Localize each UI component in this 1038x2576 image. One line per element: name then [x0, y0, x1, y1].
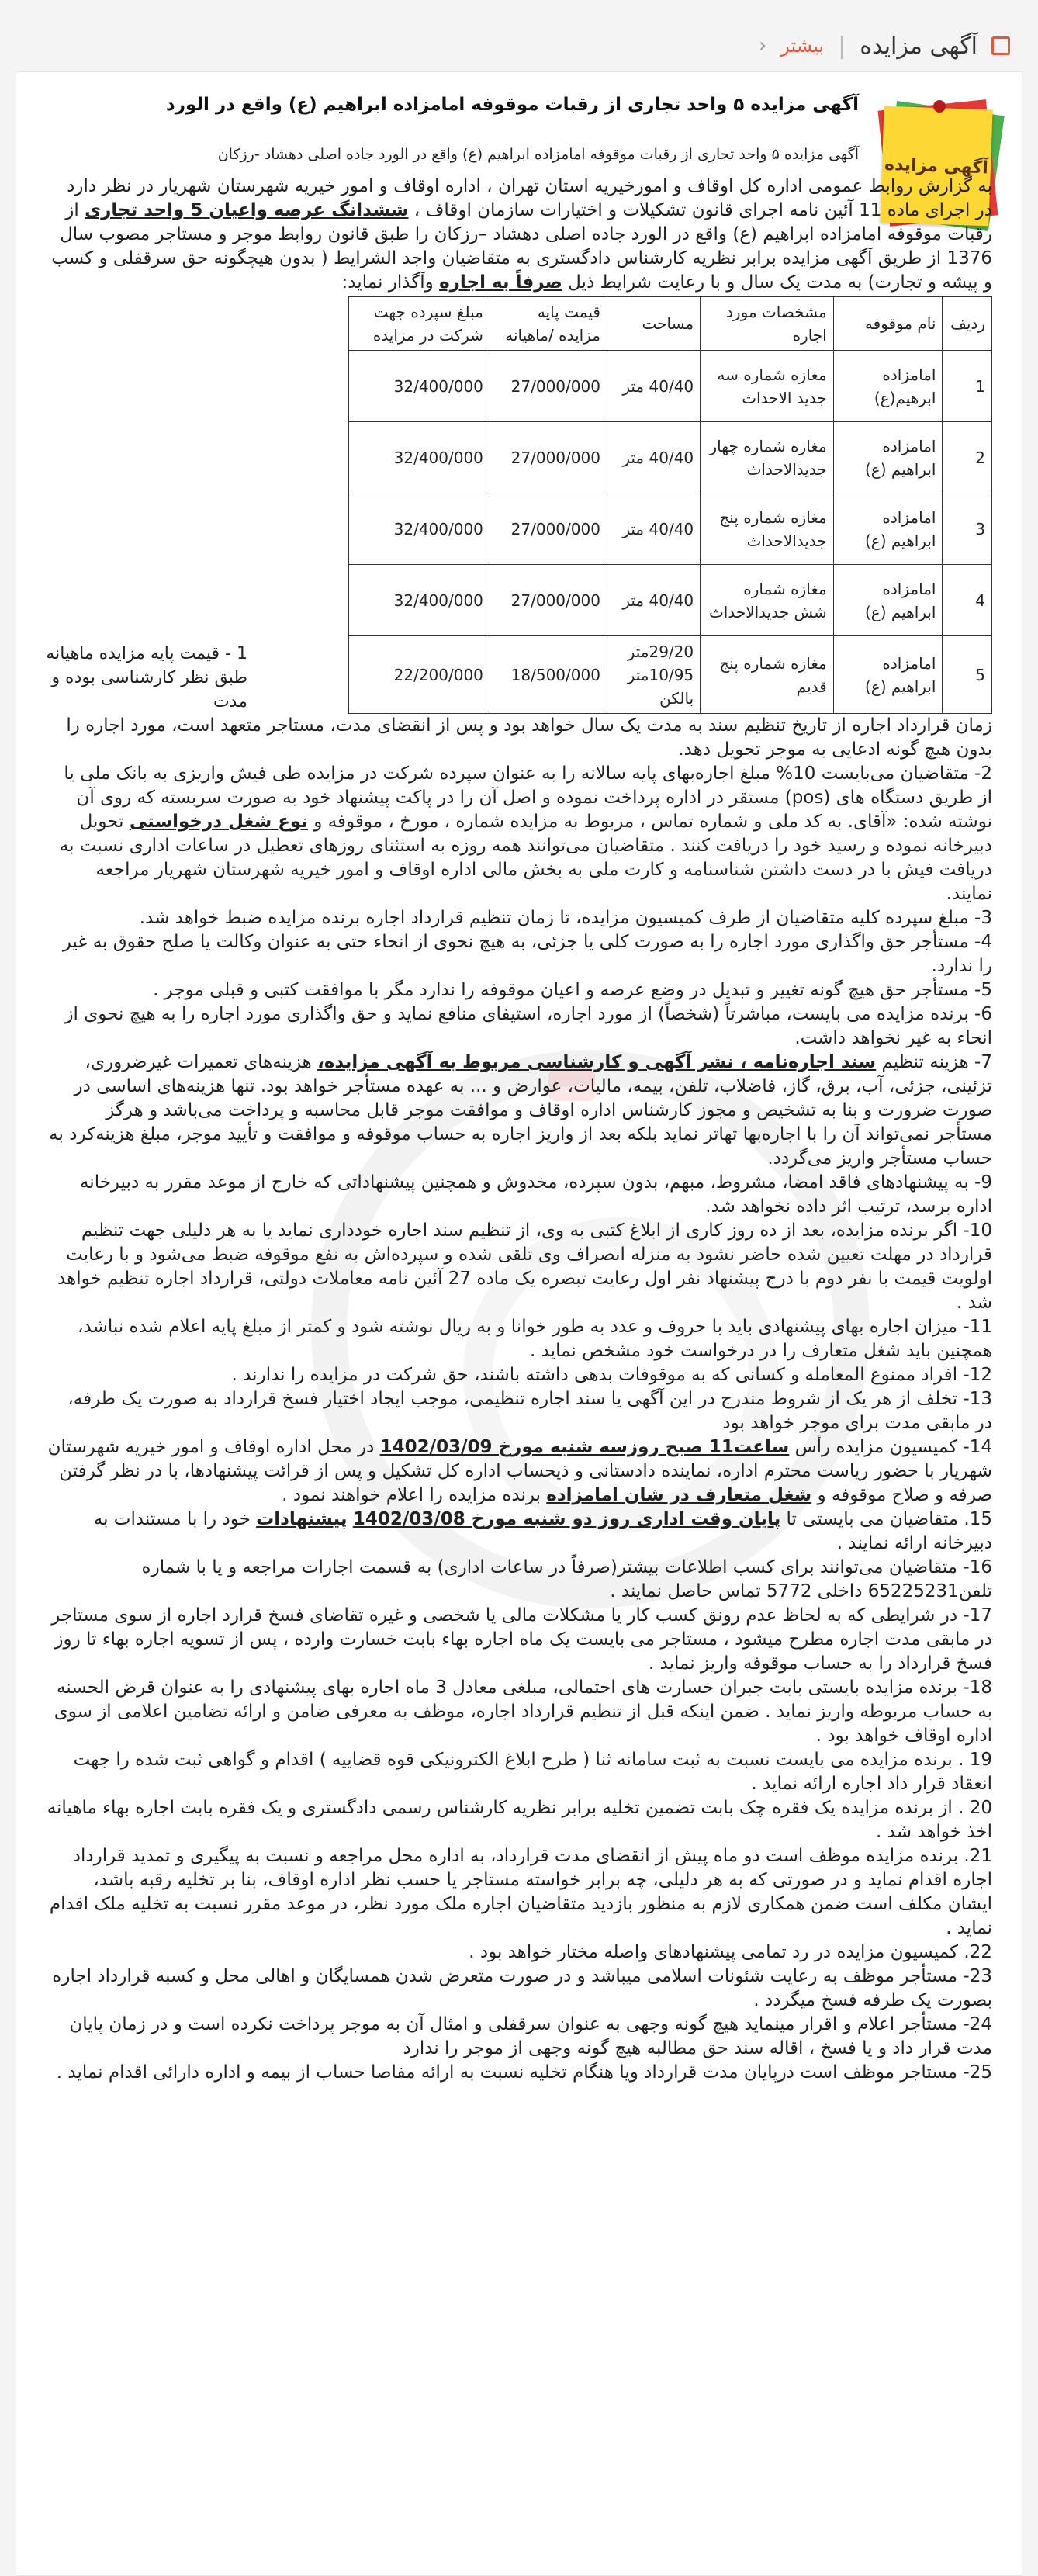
breadcrumb-more-link[interactable]: بیشتر [780, 35, 825, 57]
article-body [46, 175, 992, 2085]
article-title: آگهی مزایده ۵ واحد تجاری از رقبات موقوفه امامزاده ابراهیم (ع) واقع در الورد [165, 95, 859, 115]
table-cell: 18/500/000 [490, 636, 607, 714]
clause-15: 15. متقاضیان می بایستی تا پایان وقت اداری روز دو شنبه مورخ 1402/03/08 پیشنهادات خود را با مستندات به دبیرخانه ارائه نمایند . [93, 1509, 992, 1553]
table-cell: امامزاده ابراهیم (ع) [833, 422, 943, 493]
clause-17: 17- در شرایطی که به لحاظ عدم رونق کسب کار یا مشکلات مالی یا شخصی و غیره تقاضای فسخ قرارد اجاره از سوی مستاجر در مابقی مدت اجاره مطرح میشود ، مستاجر می بایست یک ماه اجاره بهاء بابت خسارت وارده ، پس از تسویه اجاره بهاء تا روز فسخ قرارداد را به حساب موقوفه واریز نماید . [51, 1605, 992, 1674]
table-cell: 5 [943, 636, 992, 714]
table-cell: 40/40 متر [607, 351, 700, 422]
table-cell: 3 [943, 493, 992, 565]
table-header: مساحت [607, 297, 700, 351]
auction-table [348, 296, 992, 714]
clause-13: 13- تخلف از هر یک از شروط مندرج در این آگهی یا سند اجاره تنظیمی، موجب ایجاد اختیار فسخ قرارداد به صورت یک طرفه، در مابقی مدت برای موجر خواهد بود [67, 1389, 992, 1433]
table-cell: مغازه شماره شش جدیدالاحداث [701, 565, 834, 636]
table-cell: امامزاده ابراهیم (ع) [833, 493, 943, 565]
table-cell: مغازه شماره پنج قدیم [701, 636, 834, 714]
table-cell: امامزاده ابراهیم (ع) [833, 565, 943, 636]
intro-underline-1: ششدانگ عرصه واعیان 5 واحد تجاری [85, 200, 409, 220]
table-cell: مغازه شماره چهار جدیدالاحداث [701, 422, 834, 493]
clause-12: 12- افراد ممنوع المعامله و کسانی که به موقوفات بدهی داشته باشند، حق شرکت در مزایده را ندارند . [231, 1365, 992, 1385]
pin-icon [933, 100, 946, 113]
table-cell: 1 [943, 351, 992, 422]
clause-21: 21. برنده مزایده موظف است دو ماه پیش از انقضای مدت قرارداد، به اداره محل مراجعه و نسبت به پیگیری و تمدید قرارداد اجاره اقدام نماید و در صورتی که به هر دلیلی، چه برابر خواسته مستاجر یا حسب نظر اداره اوقاف، بنا بر تخلیه رقبه باشد، ایشان مکلف است ضمن همکاری لازم به منظور بازدید متقاضیان اجاره ملک مورد نظر، در موعد مقرر نسبت به تخلیه ملک اقدام نماید . [49, 1846, 992, 1938]
side-note: 1 - قیمت پایه مزایده ماهیانه طبق نظر کارشناسی بوده و مدت [46, 644, 247, 712]
table-header-row [349, 297, 992, 351]
table-cell: 22/200/000 [349, 636, 490, 714]
table-cell: 29/20متر 10/95متر بالکن [607, 636, 700, 714]
table-cell: امامزاده ابرهیم(ع) [833, 351, 943, 422]
table-cell: 32/400/000 [349, 422, 490, 493]
clause-22: 22. کمیسیون مزایده در رد تمامی پیشنهادهای واصله مختار خواهد بود . [469, 1942, 992, 1962]
table-header: نام موقوفه [833, 297, 943, 351]
intro-underline-2: صرفاً به اجاره [439, 272, 562, 293]
table-cell: 27/000/000 [490, 422, 607, 493]
table-cell: مغازه شماره سه جدید الاحداث [701, 351, 834, 422]
clause-5: 5- مستأجر حق هیچ گونه تغییر و تبدیل در وضع عرصه و اعیان موقوفه را ندارد مگر با موافقت کتبی و قبلی موجر . [153, 980, 992, 1000]
table-cell: 40/40 متر [607, 565, 700, 636]
table-row [349, 565, 992, 636]
table-wrapper [46, 296, 992, 714]
table-row [349, 422, 992, 493]
table-cell: 27/000/000 [490, 565, 607, 636]
clause-23: 23- مستأجر موظف به رعایت شئونات اسلامی میباشد و در صورت متعرض شدن همسایگان و اهالی محل و کسبه قرارداد اجاره بصورت یک طرفه فسخ میگردد . [52, 1966, 992, 2010]
clause-6: 6- برنده مزایده می بایست، مباشرتاً (شخصاً) از مورد اجاره، استیفای منافع نماید و حق واگذاری مورد اجاره را به هیچ نحوی از انحاء به غیر نخواهد داشت. [64, 1004, 992, 1048]
table-row [349, 493, 992, 565]
table-header: مشخصات مورد اجاره [701, 297, 834, 351]
checkbox-square-icon [991, 36, 1010, 55]
clause-24: 24- مستأجر اعلام و اقرار مینماید هیچ گونه وجهی به عنوان سرقفلی و امثال آن به موجر پرداخت نکرده است و در زمان پایان مدت قرار داد و یا فسخ ، اقاله سند حق مطالبه هیچ گونه وجهی از موجر را ندارد [69, 2014, 992, 2058]
table-header: مبلغ سپرده جهت شرکت در مزایده [349, 297, 490, 351]
clause-20: 20 . از برنده مزایده یک فقره چک بابت تضمین تخلیه برابر نظریه کارشناس رسمی دادگستری و یک فقره بابت اجاره بهاء ماهیانه اخذ خواهد شد . [47, 1798, 992, 1842]
intro-paragraph: به گزارش روابط عمومی اداره کل اوقاف و امورخیریه استان تهران ، اداره اوقاف و امور خیریه شهرستان شهریار در نظر دارد در اجرای ماده 11 آئین نامه اجرای قانون تشکیلات و اختیارات سازمان اوقاف ، ششدانگ عرصه واعیان 5 واحد تجاری از رقبات موقوفه امامزاده ابراهیم (ع) واقع در الورد جاده اصلی دهشاد –رزکان را طبق قانون روابط موجر و مستاجر مصوب سال 1376 از طریق آگهی مزایده برابر نظریه کارشناس دادگستری به متقاضیان واجد الشرایط ( بدون هیچگونه حق سرقفلی و کسب و پیشه و تجارت) به مدت یک سال و با رعایت شرایط ذیل صرفاً به اجاره وآگذار نماید: [51, 176, 992, 293]
clause-1: زمان قرارداد اجاره از تاریخ تنظیم سند به مدت یک سال خواهد بود و پس از انقضای مدت، مستاجر متعهد است، مورد اجاره را بدون هیچ گونه ادعایی به موجر تحویل دهد. [66, 715, 992, 760]
table-cell: 27/000/000 [490, 493, 607, 565]
table-cell: 2 [943, 422, 992, 493]
table-cell: امامزاده ابراهیم (ع) [833, 636, 943, 714]
sticky-note-label: آگهی مزایده [880, 106, 992, 227]
clause-10: 10- اگر برنده مزایده، بعد از ده روز کاری از ابلاغ کتبی به وی، از تنظیم سند اجاره خودداری نماید یا به هر دلیلی جهت تنظیم قرارداد در مهلت تعیین شده حاضر نشود به منزله انصراف وی تلقی شده و سپرده‌اش به نفع موقوفه ضبط می‌شود و با رعایت اولویت قیمت با نفر دوم با درج پیشنهاد نفر اول رعایت تبصره یک ماده 27 آئین نامه معاملات دولتی، قرارداد اجاره تنظیم خواهد شد . [57, 1220, 992, 1313]
table-header: ردیف [943, 297, 992, 351]
clause-11: 11- میزان اجاره بهای پیشنهادی باید با حروف و عدد به طور خوانا و به ریال نوشته شود و کمتر از مبلغ پایه اعلام شده نباشد، همچنین باید شغل متعارف را در درخواست خود مشخص نماید . [78, 1317, 992, 1361]
table-row [349, 351, 992, 422]
table-cell: 27/000/000 [490, 351, 607, 422]
clause-16: 16- متقاضیان می‌توانند برای کسب اطلاعات بیشتر(صرفاً در ساعات اداری) به قسمت اجارات مراجعه و یا با شماره تلفن65225231 داخلی 5772 تماس حاصل نمایند . [141, 1557, 992, 1601]
clause-14: 14- کمیسیون مزایده رأس ساعت11 صبح روزسه شنبه مورخ 1402/03/09 در محل اداره اوقاف و امور خیریه شهرستان شهریار با حضور ریاست محترم اداره، نماینده دادستانی و ذیحساب اداره کل تشکیل و پس از قرائت پیشنهادها، با در نظر گرفتن صرفه و صلاح موقوفه و شغل متعارف در شان امامزاده برنده مزایده را اعلام خواهند نمود . [47, 1437, 992, 1505]
table-cell: 32/400/000 [349, 351, 490, 422]
table-row [349, 636, 992, 714]
table-cell: 32/400/000 [349, 565, 490, 636]
breadcrumb-section[interactable]: آگهی مزایده [860, 32, 977, 60]
breadcrumb-separator: | [838, 32, 846, 60]
table-cell: مغازه شماره پنج جدیدالاحداث [701, 493, 834, 565]
table-cell: 40/40 متر [607, 422, 700, 493]
clause-18: 18- برنده مزایده بایستی بابت جبران خسارت های احتمالی، مبلغی معادل 3 ماه اجاره بهای پیشنهادی را به عنوان قرض الحسنه به حساب مربوطه واریز نماید . ضمن اینکه قبل از تنظیم قرارداد اجاره، موظف به معرفی ضامن و ارائه تضامین اعلامی از سوی اداره اوقاف خواهد بود . [54, 1678, 992, 1746]
table-cell: 40/40 متر [607, 493, 700, 565]
clause-25: 25- مستاجر موظف است درپایان مدت قرارداد ویا هنگام تخلیه نسبت به ارائه مفاصا حساب از بیمه و اداره دارائی اقدام نماید . [56, 2062, 992, 2083]
clause-3: 3- مبلغ سپرده کلیه متقاضیان از طرف کمیسیون مزایده، تا زمان تنظیم قرارداد اجاره برنده مزایده ضبط خواهد شد. [139, 908, 992, 928]
clause-2: 2- متقاضیان می‌بایست 10% مبلغ اجاره‌بهای پایه سالانه را به عنوان سپرده شرکت در مزایده طی فیش واریزی به بانک ملی یا از طریق دستگاه های (pos) مستقر در اداره پرداخت نموده و اصل آن را در پاکت پیشنهاد خود به صورت سربسته که روی آن نوشته شده: «آقای. به کد ملی و شماره تماس ، مربوط به مزایده شماره ، مورخ ، موقوفه و نوع شغل درخواستی تحویل دبیرخانه نموده و رسید خود را دریافت کنند . متقاضیان می‌توانند همه روزه به استثنای روزهای تعطیل در ساعات اداری نسبت به دریافت فیش با در دست داشتن شناسنامه و کارت ملی به بخش مالی اداره اوقاف و امور خیریه شهرستان شهریار مراجعه نمایند. [59, 763, 992, 904]
table-header: قیمت پایه مزایده /ماهیانه [490, 297, 607, 351]
chevron-left-icon[interactable]: ‹ [758, 34, 767, 57]
article-subtitle: آگهی مزایده ۵ واحد تجاری از رقبات موقوفه امامزاده ابراهیم (ع) واقع در الورد جاده اصلی دهشاد -رزکان [217, 146, 859, 163]
clause-7: 7- هزینه تنظیم سند اجاره‌نامه ، نشر آگهی و کارشناسی مربوط به آگهی مزایده، هزینه‌های تعمیرات غیرضروری، تزئینی، جزئی، آب، برق، گاز، فاضلاب، تلفن، بیمه، مالیات، عوارض و ... به عهده مستأجر خواهد بود. تنها هزینه‌های اساسی در صورت ضرورت و بنا به تشخیص و مجوز کارشناس اداره اوقاف و موافقت موجر قابل محاسبه و پرداخت می‌باشد و هرگز مستأجر نمی‌تواند آن را با اجاره‌بها تهاتر نماید بلکه بعد از واریز اجاره به حساب موقوفه و موافقت و تأیید موجر، مبلغ هزینه‌کرد به حساب مستأجر واریز می‌گردد. [49, 1052, 992, 1169]
clause-4: 4- مستأجر حق واگذاری مورد اجاره را به صورت کلی یا جزئی، به هیچ نحوی از انحاء حتی به عنوان وکالت یا صلح حقوق به غیر را ندارد. [62, 932, 992, 976]
table-cell: 32/400/000 [349, 493, 490, 565]
clause-19: 19 . برنده مزایده می بایست نسبت به ثبت سامانه ثنا ( طرح ابلاغ الکترونیکی قوه قضاییه ) اقدام و گواهی ثبت شده را جهت انعقاد قرار داد اجاره ارائه نماید . [73, 1750, 992, 1794]
clause-9: 9- به پیشنهادهای فاقد امضا، مشروط، مبهم، بدون سپرده، مخدوش و همچنین پیشنهاداتی که خارج از موعد مقرر به دبیرخانه اداره برسد، ترتیب اثر داده نخواهد شد. [79, 1172, 992, 1217]
table-cell: 4 [943, 565, 992, 636]
article-card [16, 71, 1022, 2576]
